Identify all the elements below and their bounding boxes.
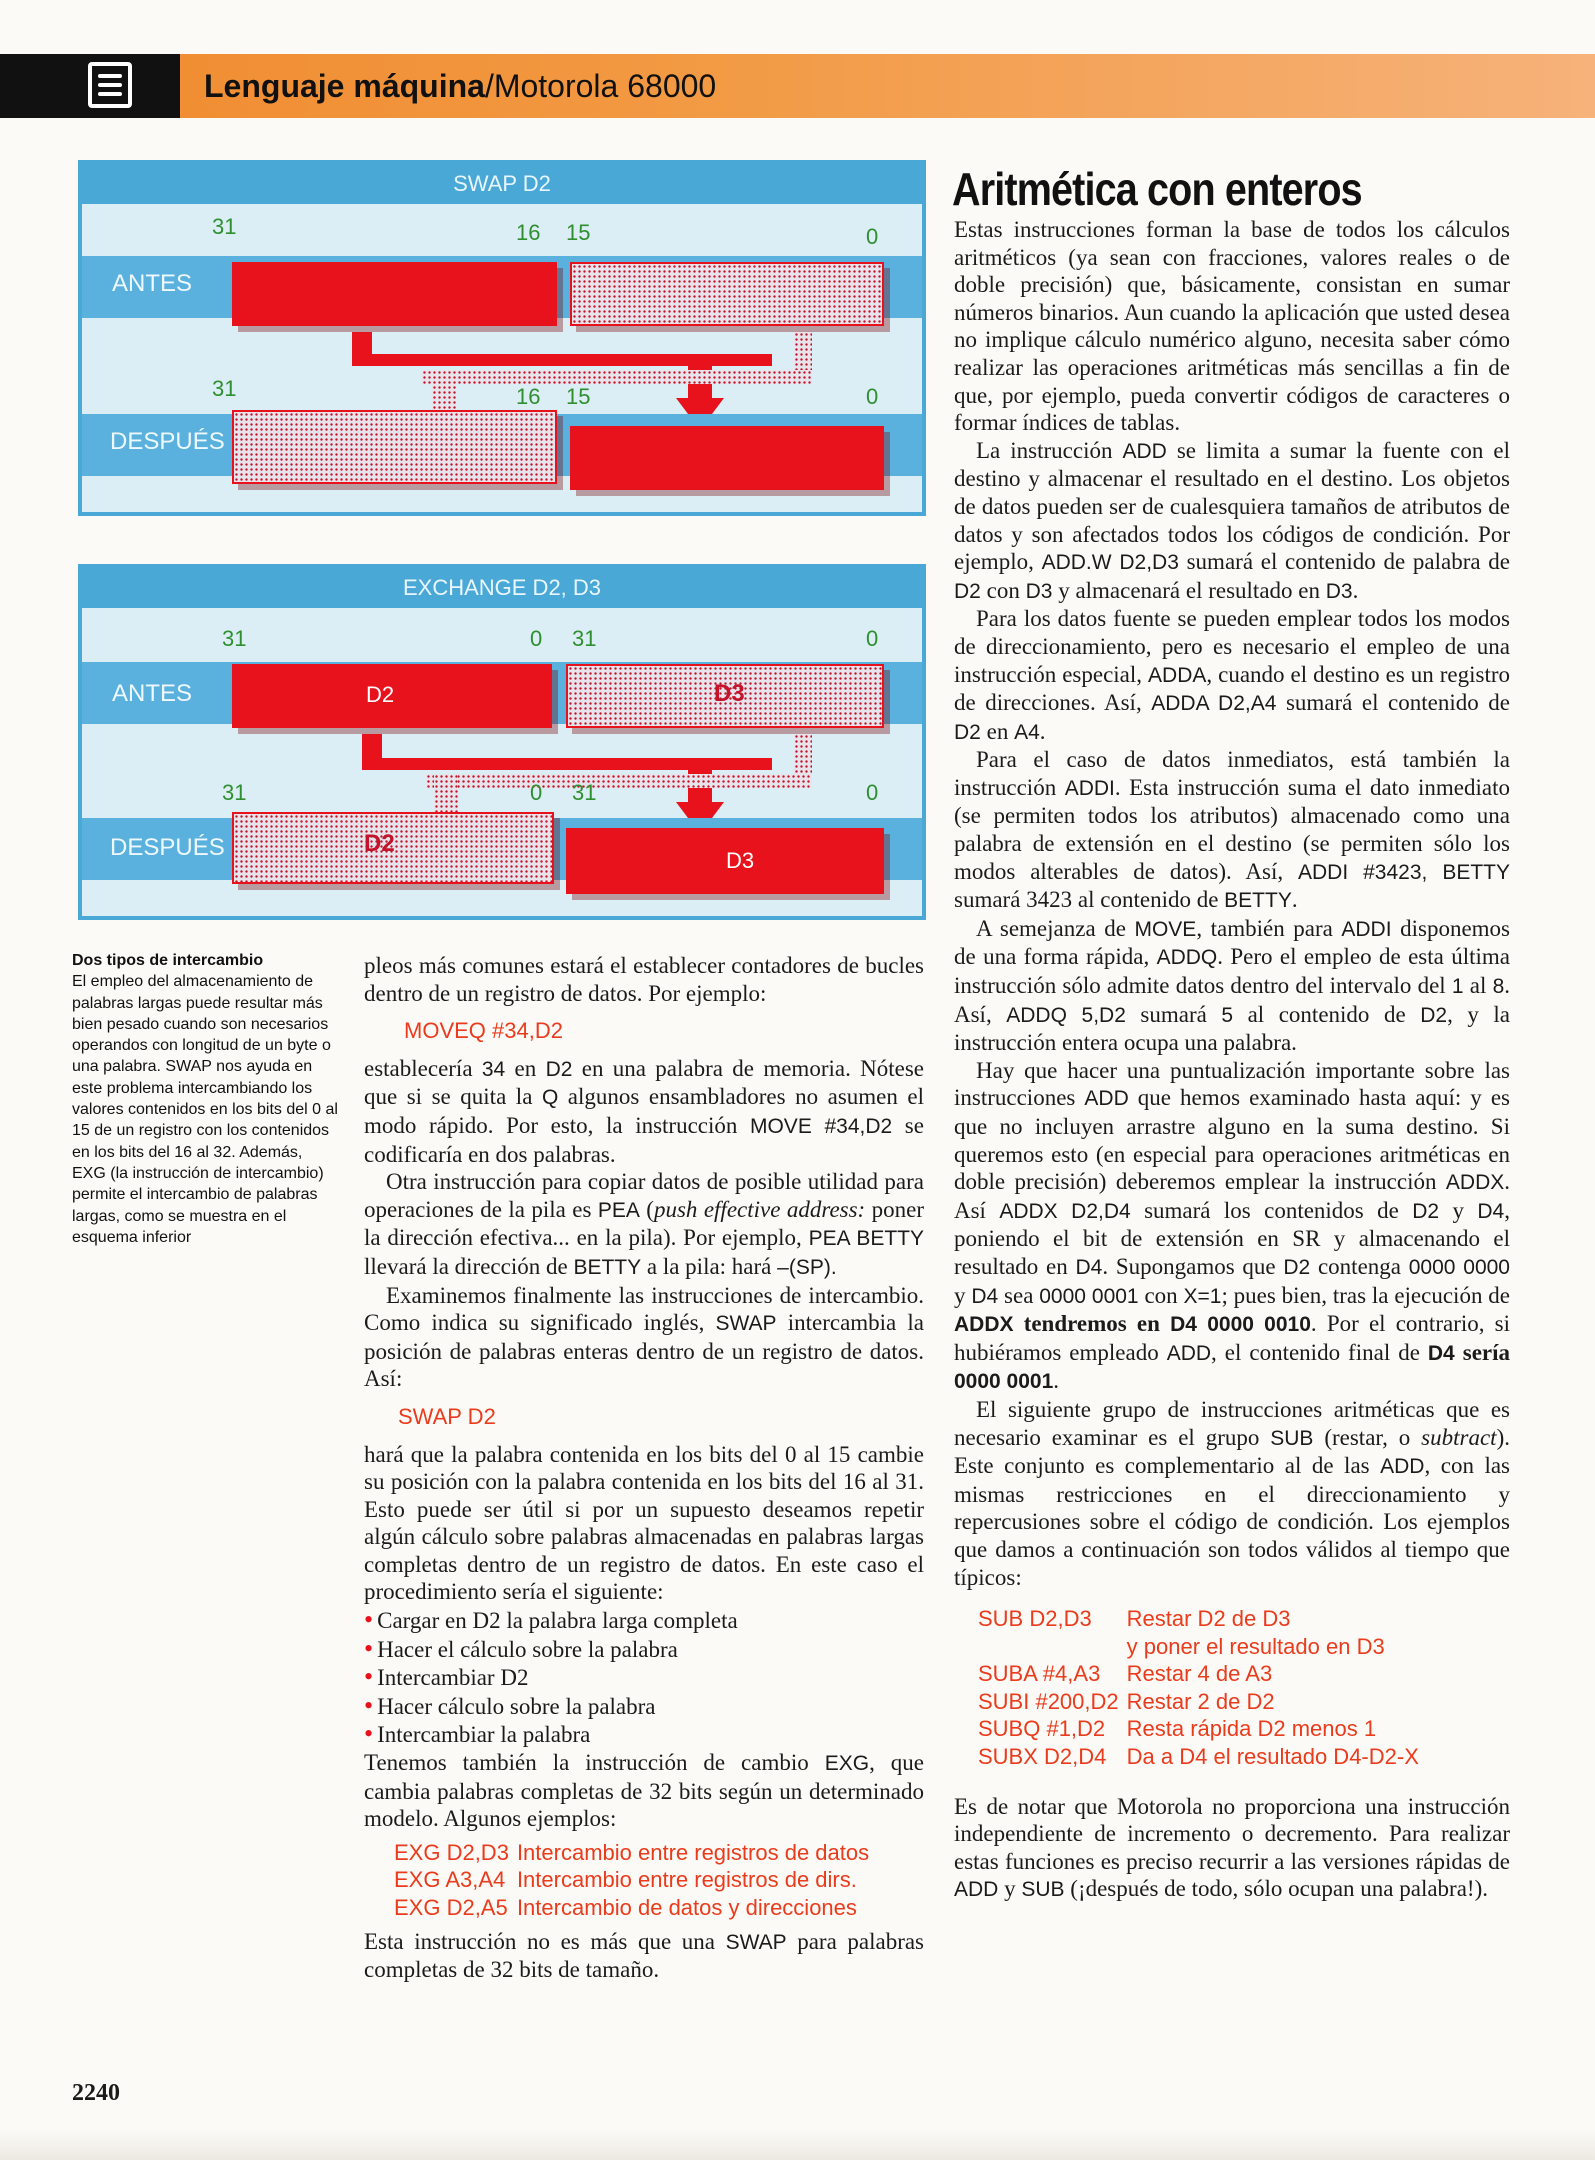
- d3-register-after: [566, 828, 884, 894]
- d2-label: D2: [366, 682, 395, 707]
- paragraph: Esta instrucción no es más que una SWAP para palabras completas de 32 bits de tamaño.: [364, 1928, 925, 1983]
- table-row: SUBA #4,A3 Restar 4 de A3: [978, 1661, 1273, 1687]
- connector: [426, 774, 812, 788]
- connector: [794, 332, 812, 374]
- header-title-bold: Lenguaje máquina: [204, 68, 485, 104]
- exg-examples-table: [394, 1839, 877, 1922]
- table-row: y poner el resultado en D3: [1126, 1633, 1385, 1659]
- paragraph: Para el caso de datos inmediatos, está también la instrucción ADDI. Esta instrucción suma el dato inmediato (se permiten todos los atributos) almacenado como una palabra de extensión en el destino (se permiten sólo los modos alterables de datos). Así, ADDI #3423, BETTY sumará 3423 al contenido de BETTY.: [954, 747, 1510, 913]
- after-label: DESPUÉS: [110, 428, 225, 455]
- table-row: SUB D2,D3 Restar D2 de D3: [978, 1606, 1291, 1632]
- exchange-diagram: [78, 564, 926, 920]
- bit-label: 0: [530, 780, 543, 805]
- bit-label: 0: [866, 384, 879, 409]
- paragraph: Otra instrucción para copiar datos de posible utilidad para operaciones de la pila es PEA (push effective address: poner la dirección efectiva... en la pila). Por ejemplo, PEA BETTY llevará la dirección de BETTY a la pila: hará –(SP).: [364, 1169, 924, 1279]
- bit-label: 31: [572, 626, 597, 651]
- bullet-item: • Cargar en D2 la palabra larga completa: [364, 1605, 738, 1635]
- exchange-diagram-title: EXCHANGE D2, D3: [82, 568, 922, 608]
- after-label: DESPUÉS: [110, 834, 225, 861]
- bit-label: 31: [212, 376, 237, 401]
- bit-label: 15: [566, 384, 591, 409]
- bit-label: 31: [572, 780, 597, 805]
- right-column: [954, 216, 1510, 1904]
- table-row: SUBQ #1,D2 Resta rápida D2 menos 1: [978, 1716, 1377, 1742]
- paragraph: El siguiente grupo de instrucciones aritméticas que es necesario examinar es el grupo SUB (restar, o subtract). Este conjunto es complementario al de las ADD, con las mismas restricciones en el direccionamiento y repercusiones sobre el código de condición. Los ejemplos que damos a continuación son todos válidos al tiempo que típicos:: [954, 1396, 1510, 1590]
- swap-diagram-title: SWAP D2: [82, 164, 922, 204]
- section-heading: Aritmética con enteros: [952, 163, 1362, 215]
- paragraph: A semejanza de MOVE, también para ADDI disponemos de una forma rápida, ADDQ. Pero el empleo de esta última instrucción sólo admite datos dentro del intervalo del 1 al 8. Así, ADDQ 5,D2 sumará 5 al contenido de D2, y la instrucción entera ocupa una palabra.: [954, 915, 1510, 1056]
- paragraph: Examinemos finalmente las instrucciones de intercambio. Como indica su significado inglés, SWAP intercambia la posición de palabras enteras dentro de un registro de datos. Así:: [364, 1282, 925, 1392]
- bit-label: 16: [516, 220, 541, 245]
- swap-diagram: [78, 160, 926, 516]
- figure-caption: [72, 950, 338, 1248]
- high-word-before: [232, 262, 557, 326]
- table-row: SUBI #200,D2 Restar 2 de D2: [978, 1688, 1275, 1714]
- bit-label: 0: [530, 626, 543, 651]
- header-title-rest: /Motorola 68000: [484, 68, 717, 104]
- paragraph: Estas instrucciones forman la base de todos los cálculos aritméticos (ya sean con fracciones, valores reales o de doble precisión) que, básicamente, consistan en sumar números binarios. Aun cuando la aplicación que usted desea no implique cálculo numérico alguno, necesita saber cómo realizar las operaciones aritméticas más sencillas a fin de que, por ejemplo, pueda convertir códigos de caracteres o formar índices de tablas.: [954, 217, 1510, 436]
- bullet-item: • Intercambiar la palabra: [364, 1719, 591, 1749]
- bit-label: 0: [866, 224, 879, 249]
- paragraph: establecería 34 en D2 en una palabra de memoria. Nótese que si se quita la Q algunos ensambladores no asumen el modo rápido. Por esto, la instrucción MOVE #34,D2 se codificaría en dos palabras.: [364, 1055, 925, 1167]
- bit-label: 0: [866, 780, 879, 805]
- paragraph: hará que la palabra contenida en los bits del 0 al 15 cambie su posición con la palabra contenida en los bits del 16 al 31. Esto puede ser útil si por un supuesto deseamos repetir algún cálculo sobre palabras almacenadas en palabras largas completas dentro de un registro de datos. En este caso el procedimiento sería el siguiente:: [364, 1441, 924, 1605]
- caption-title: Dos tipos de intercambio: [72, 952, 264, 969]
- bit-label: 16: [516, 384, 541, 409]
- high-word-after: [232, 410, 557, 484]
- table-row: EXG D2,A5 Intercambio de datos y direcciones: [394, 1895, 857, 1920]
- low-word-after: [570, 426, 884, 490]
- bullet-item: • Hacer el cálculo sobre la palabra: [364, 1633, 678, 1663]
- paragraph: Tenemos también la instrucción de cambio EXG, que cambia palabras completas de 32 bits según un determinado modelo. Algunos ejemplos:: [364, 1750, 924, 1832]
- bit-label: 31: [222, 780, 247, 805]
- middle-column: [364, 952, 924, 1984]
- d2-label: D2: [364, 830, 395, 857]
- connector: [794, 734, 812, 778]
- table-row: EXG A3,A4 Intercambio entre registros de dirs.: [394, 1867, 857, 1893]
- before-label: ANTES: [112, 680, 193, 707]
- paragraph: Hay que hacer una puntualización importante sobre las instrucciones ADD que hemos examinado hasta aquí: y es que no incluyen arrastre alguno en la suma destino. Si queremos esto (en especial para operaciones aritméticas en doble precisión) deberemos emplear la instrucción ADDX. Así ADDX D2,D4 sumará los contenidos de D2 y D4, poniendo el bit de extensión en SR y almacenando el resultado en D4. Supongamos que D2 contenga 0000 0000 y D4 sea 0000 0001 con X=1; pues bien, tras la ejecución de ADDX tendremos en D4 0000 0010. Por el contrario, si hubiéramos empleado ADD, el contenido final de D4 sería 0000 0001.: [954, 1057, 1511, 1394]
- page-number: 2240: [72, 2080, 120, 2106]
- before-label: ANTES: [112, 270, 193, 297]
- bullet-item: • Hacer cálculo sobre la palabra: [364, 1690, 656, 1720]
- code-line: MOVEQ #34,D2: [404, 1018, 563, 1044]
- bit-label: 0: [866, 626, 879, 651]
- caption-text: El empleo del almacenamiento de palabras largas puede resultar más bien pesado cuando son necesarios operandos con longitud de un byte o una palabra. SWAP nos ayuda en este problema intercambiando los valores contenidos en los bits del 0 al 15 de un registro con los contenidos en los bits del 16 al 32. Además, EXG (la instrucción de intercambio) permite el intercambio de palabras largas, como se muestra en el esquema inferior: [72, 973, 338, 1246]
- bullet-list: [364, 1606, 924, 1749]
- paragraph: Para los datos fuente se pueden emplear todos los modos de direccionamiento, pero es necesario el empleo de una instrucción especial, ADDA, cuando el destino es un registro de direcciones. Así, ADDA D2,A4 sumará el contenido de D2 en A4.: [954, 606, 1510, 744]
- computer-icon: [88, 62, 132, 108]
- paragraph: Es de notar que Motorola no proporciona una instrucción independiente de incremento o decremento. Para realizar estas funciones es preciso recurrir a las versiones rápidas de ADD y SUB (¡después de todo, sólo ocupan una palabra!).: [954, 1793, 1510, 1902]
- connector: [422, 370, 812, 384]
- table-row: EXG D2,D3 Intercambio entre registros de datos: [394, 1839, 870, 1865]
- paragraph: pleos más comunes estará el establecer contadores de bucles dentro de un registro de datos. Por ejemplo:: [364, 953, 924, 1006]
- bit-label: 31: [212, 214, 237, 239]
- d3-label: D3: [714, 680, 745, 707]
- bit-label: 31: [222, 626, 247, 651]
- d3-label: D3: [726, 848, 755, 873]
- low-word-before: [570, 262, 884, 326]
- paragraph: La instrucción ADD se limita a sumar la fuente con el destino y almacenar el resultado en el destino. Los objetos de datos pueden ser de cualesquiera tamaños de atributos de datos y son afectados todos los códigos de condición. Por ejemplo, ADD.W D2,D3 sumará el contenido de palabra de D2 con D3 y almacenará el resultado en D3.: [954, 437, 1510, 603]
- bit-label: 15: [566, 220, 591, 245]
- code-line: SWAP D2: [398, 1403, 496, 1429]
- header-title: [204, 62, 716, 110]
- bullet-item: • Intercambiar D2: [364, 1662, 529, 1692]
- page-bottom-shade: [0, 2130, 1595, 2160]
- table-row: SUBX D2,D4 Da a D4 el resultado D4-D2-X: [978, 1744, 1419, 1770]
- sub-examples-table: [978, 1605, 1427, 1771]
